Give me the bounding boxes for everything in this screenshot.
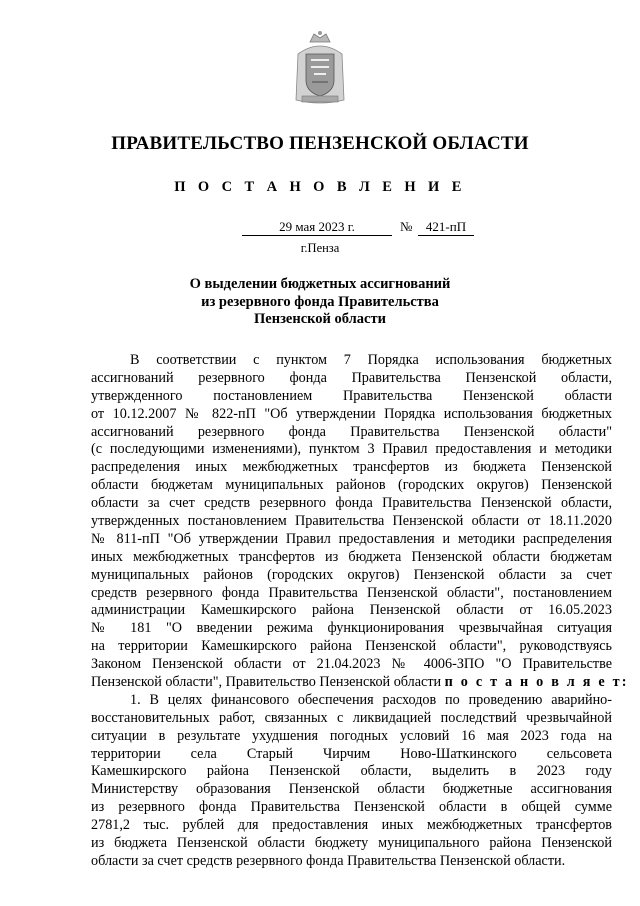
body-line: № 811-пП "Об утверждении Правил предоставления и методики распределения (91, 530, 612, 547)
coat-of-arms-icon (292, 30, 348, 106)
body-line: Пензенской области", Правительство Пензенской области (91, 674, 442, 691)
body-line: В соответствии с пунктом 7 Порядка использования бюджетных (130, 352, 612, 368)
item-line: Камешкирского района Пензенской области, выделить в 2023 году (91, 763, 612, 780)
body-line: иных межбюджетных трансфертов из бюджета Пензенской области бюджетам (91, 548, 612, 565)
title-line: Пензенской области (254, 311, 386, 327)
document-date: 29 мая 2023 г. (242, 219, 392, 236)
body-line: на территории Камешкирского района Пензенской области", руководствуясь (91, 638, 612, 655)
body-line: области за счет средств резервного фонда Правительства Пензенской области, (91, 495, 612, 512)
body-line: Законом Пензенской области от 21.04.2023 № 4006-ЗПО "О Правительстве (91, 656, 612, 673)
item-line: из резервного фонда Правительства Пензенской области в общей сумме (91, 799, 612, 816)
title-line: О выделении бюджетных ассигнований (189, 276, 451, 292)
item-line: Министерству образования Пензенской области бюджетные ассигнования (91, 781, 612, 798)
government-name: ПРАВИТЕЛЬСТВО ПЕНЗЕНСКОЙ ОБЛАСТИ (111, 133, 529, 154)
body-line: средств резервного фонда Правительства Пензенской области", постановлением (91, 584, 612, 601)
city: г.Пенза (300, 241, 340, 255)
title-line: из резервного фонда Правительства (201, 293, 439, 310)
date-number-line (242, 219, 502, 237)
item-line: восстановительных работ, связанных с ликвидацией последствий чрезвычайной (91, 709, 612, 726)
body-line: (с последующими изменениями), пунктом 3 Правил предоставления и методики (91, 441, 612, 458)
body-line: ассигнований резервного фонда Правительства Пензенской области, (91, 369, 612, 386)
item-line: ситуации в результате ухудшения погодных условий 16 мая 2023 года на (91, 727, 612, 744)
document-body (91, 352, 629, 871)
body-line: администрации Камешкирского района Пензенской области от 16.05.2023 (91, 602, 612, 619)
body-line: № 181 "О введении режима функционирования чрезвычайная ситуация (91, 620, 612, 637)
body-line: ассигнований резервного фонда Правительства Пензенской области" (91, 423, 612, 440)
item-line: территории села Старый Чирчим Ново-Шаткинского сельсовета (91, 745, 612, 762)
item-line: из бюджета Пензенской области бюджету муниципального района Пензенской (91, 835, 612, 852)
body-line: муниципальных районов (городских округов) Пензенской области за счет (91, 566, 612, 583)
number-sign: № (400, 219, 413, 234)
resolves-word: п о с т а н о в л я е т: (444, 674, 629, 691)
document-type: П О С Т А Н О В Л Е Н И Е (174, 179, 466, 195)
body-line-resolves (91, 674, 629, 692)
item-line: области за счет средств резервного фонда Правительства Пензенской области. (91, 852, 566, 869)
body-line: области бюджетам муниципальных районов (городских округов) Пензенской (91, 477, 612, 494)
document-title (0, 276, 640, 329)
document-number: 421-пП (418, 219, 474, 236)
body-line: от 10.12.2007 № 822-пП "Об утверждении Порядка использования бюджетных (91, 405, 612, 422)
body-line: утвержденного постановлением Правительства Пензенской области (91, 387, 612, 404)
body-line: распределения иных межбюджетных трансфертов из бюджета Пензенской (91, 459, 612, 476)
item-line: 1. В целях финансового обеспечения расходов по проведению аварийно- (130, 691, 612, 708)
item-line: 2781,2 тыс. рублей для предоставления иных межбюджетных трансфертов (91, 817, 612, 834)
body-line: утвержденных постановлением Правительства Пензенской области от 18.11.2020 (91, 513, 612, 530)
